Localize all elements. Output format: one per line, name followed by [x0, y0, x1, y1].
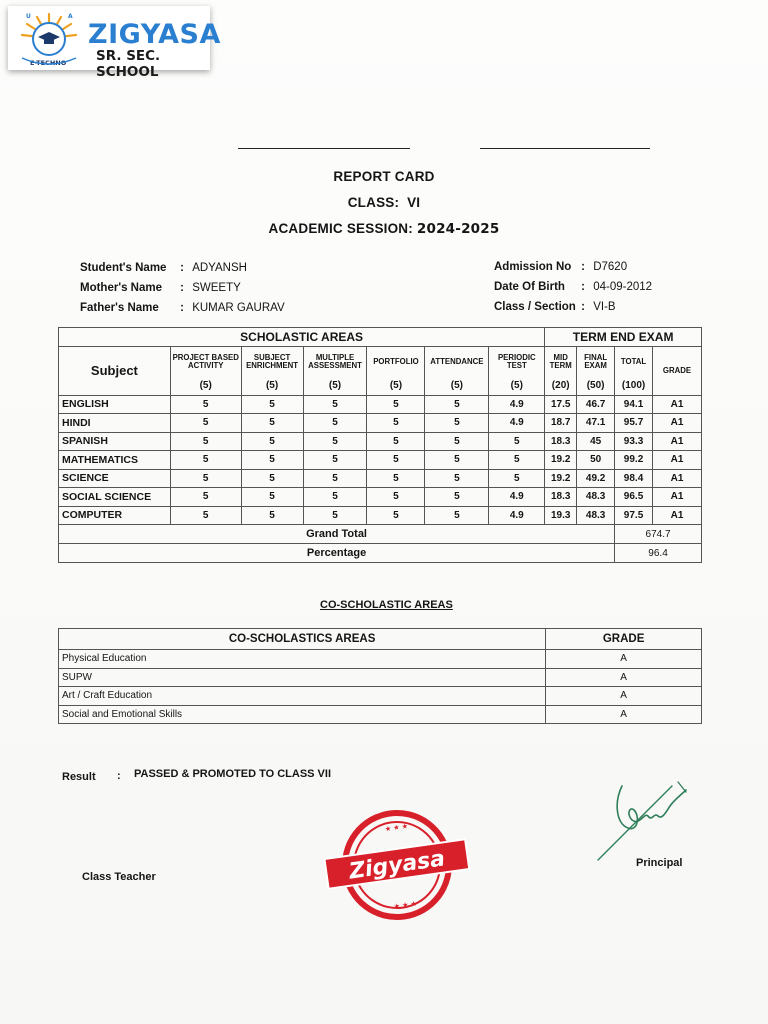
svg-text:★ ★ ★: ★ ★ ★: [393, 899, 418, 911]
score-cell: 17.5: [545, 395, 577, 414]
school-subtitle: SR. SEC. SCHOOL: [96, 48, 161, 80]
session-value: 2024-2025: [416, 221, 500, 237]
mother-name-label: Mother's Name: [80, 282, 162, 294]
score-cell: 5: [489, 432, 545, 451]
academic-session: [0, 221, 768, 237]
col-max: (50): [577, 377, 615, 395]
score-cell: 99.2: [615, 451, 653, 470]
header-rule-left: [238, 148, 410, 149]
score-cell: 93.3: [615, 432, 653, 451]
score-cell: 4.9: [489, 395, 545, 414]
school-stamp: [324, 808, 470, 922]
score-cell: 5: [303, 414, 367, 433]
report-title: REPORT CARD: [333, 169, 435, 184]
list-item: [59, 668, 702, 687]
score-cell: 5: [367, 414, 425, 433]
table-row: [59, 488, 702, 507]
result-value: PASSED & PROMOTED TO CLASS VII: [134, 768, 332, 780]
grand-total-label: Grand Total: [59, 525, 615, 544]
col-max: (5): [303, 377, 367, 395]
svg-text:E-TECHNO: E-TECHNO: [30, 59, 67, 67]
scholastic-areas-header: SCHOLASTIC AREAS: [59, 328, 545, 347]
score-cell: 18.3: [545, 432, 577, 451]
score-cell: A1: [653, 451, 702, 470]
score-cell: 5: [170, 432, 241, 451]
co-area-grade: A: [546, 687, 702, 706]
score-cell: 5: [303, 395, 367, 414]
col-header: PROJECT BASED ACTIVITY: [170, 347, 241, 378]
col-header: SUBJECT ENRICHMENT: [241, 347, 303, 378]
score-cell: 5: [425, 414, 489, 433]
class-section-value: VI-B: [593, 301, 616, 313]
subject-name: SPANISH: [59, 432, 171, 451]
score-cell: 5: [303, 506, 367, 525]
score-cell: 5: [425, 432, 489, 451]
svg-text:U: U: [26, 13, 31, 20]
school-logo: [8, 6, 221, 80]
score-cell: 5: [303, 451, 367, 470]
score-cell: 5: [303, 432, 367, 451]
list-item: [59, 687, 702, 706]
score-cell: 5: [241, 469, 303, 488]
co-area-name: SUPW: [59, 668, 546, 687]
score-cell: 5: [241, 432, 303, 451]
score-cell: 5: [170, 451, 241, 470]
score-cell: 5: [241, 506, 303, 525]
table-row: [59, 469, 702, 488]
subject-name: SOCIAL SCIENCE: [59, 488, 171, 507]
score-cell: 18.3: [545, 488, 577, 507]
table-row: [59, 432, 702, 451]
table-row: [59, 451, 702, 470]
score-cell: 18.7: [545, 414, 577, 433]
principal-signature: [594, 776, 694, 864]
score-cell: 5: [489, 451, 545, 470]
score-cell: A1: [653, 414, 702, 433]
score-cell: 5: [425, 451, 489, 470]
co-rows: [59, 650, 702, 724]
score-cell: 5: [367, 395, 425, 414]
percentage-label: Percentage: [59, 544, 615, 563]
score-cell: 19.2: [545, 469, 577, 488]
dob-row: Date Of Birth : 04-09-2012: [494, 281, 653, 293]
score-cell: 5: [303, 488, 367, 507]
co-scholastic-table: [58, 628, 702, 724]
col-header: PORTFOLIO: [367, 347, 425, 378]
score-cell: 5: [241, 414, 303, 433]
svg-text:★ ★ ★: ★ ★ ★: [384, 822, 409, 834]
score-cell: 5: [367, 469, 425, 488]
col-header: MULTIPLE ASSESSMENT: [303, 347, 367, 378]
score-cell: 5: [241, 395, 303, 414]
class-section-label: Class / Section: [494, 301, 576, 313]
student-name-label: Student's Name: [80, 262, 167, 274]
score-cell: 5: [367, 488, 425, 507]
score-cell: 19.3: [545, 506, 577, 525]
table-row: [59, 506, 702, 525]
score-cell: 5: [425, 395, 489, 414]
subject-name: COMPUTER: [59, 506, 171, 525]
score-cell: 5: [241, 488, 303, 507]
result-label: Result: [62, 771, 96, 783]
co-area-name: Art / Craft Education: [59, 687, 546, 706]
student-name-value: ADYANSH: [192, 262, 247, 274]
score-cell: 94.1: [615, 395, 653, 414]
percentage-value: 96.4: [615, 544, 702, 563]
subject-rows: [59, 395, 702, 525]
score-cell: 49.2: [577, 469, 615, 488]
score-cell: 4.9: [489, 506, 545, 525]
student-name-row: Student's Name : ADYANSH: [80, 262, 247, 274]
score-cell: 97.5: [615, 506, 653, 525]
score-cell: 50: [577, 451, 615, 470]
co-scholastic-title: CO-SCHOLASTIC AREAS: [320, 599, 453, 611]
scholastic-table: [58, 327, 702, 563]
score-cell: 5: [170, 414, 241, 433]
col-max: (5): [367, 377, 425, 395]
school-name: ZIGYASA: [88, 19, 221, 50]
score-cell: 5: [489, 469, 545, 488]
score-cell: A1: [653, 469, 702, 488]
dob-value: 04-09-2012: [593, 281, 653, 293]
score-cell: 5: [367, 506, 425, 525]
score-cell: 19.2: [545, 451, 577, 470]
col-max: (5): [425, 377, 489, 395]
subject-name: MATHEMATICS: [59, 451, 171, 470]
score-cell: 46.7: [577, 395, 615, 414]
class-teacher-label: Class Teacher: [82, 871, 156, 883]
admission-value: D7620: [593, 261, 628, 273]
subject-name: SCIENCE: [59, 469, 171, 488]
score-cell: 5: [170, 506, 241, 525]
father-name-value: KUMAR GAURAV: [192, 302, 285, 314]
score-cell: 5: [303, 469, 367, 488]
list-item: [59, 705, 702, 724]
svg-text:A: A: [68, 13, 73, 20]
dob-label: Date Of Birth: [494, 281, 565, 293]
score-cell: 5: [425, 506, 489, 525]
score-cell: A1: [653, 488, 702, 507]
score-cell: 47.1: [577, 414, 615, 433]
col-header: GRADE: [653, 347, 702, 396]
co-area-grade: A: [546, 705, 702, 724]
class-section-row: Class / Section : VI-B: [494, 301, 616, 313]
score-cell: 4.9: [489, 414, 545, 433]
col-header: PERIODIC TEST: [489, 347, 545, 378]
col-max: (20): [545, 377, 577, 395]
subject-name: ENGLISH: [59, 395, 171, 414]
col-max: (5): [170, 377, 241, 395]
subject-header: Subject: [59, 347, 171, 396]
score-cell: A1: [653, 395, 702, 414]
score-cell: 5: [170, 395, 241, 414]
term-end-exam-header: TERM END EXAM: [545, 328, 702, 347]
header-rule-right: [480, 148, 650, 149]
principal-label: Principal: [636, 857, 683, 869]
score-cell: 45: [577, 432, 615, 451]
score-cell: 5: [425, 488, 489, 507]
co-area-grade: A: [546, 668, 702, 687]
father-name-label: Father's Name: [80, 302, 159, 314]
score-cell: 98.4: [615, 469, 653, 488]
col-max: (5): [241, 377, 303, 395]
score-cell: 5: [170, 488, 241, 507]
score-cell: 5: [367, 451, 425, 470]
svg-text:Zigyasa: Zigyasa: [347, 846, 447, 885]
co-area-name: Physical Education: [59, 650, 546, 669]
admission-label: Admission No: [494, 261, 572, 273]
mother-name-value: SWEETY: [192, 282, 241, 294]
father-name-row: Father's Name : KUMAR GAURAV: [80, 302, 285, 314]
table-row: [59, 395, 702, 414]
score-cell: 5: [241, 451, 303, 470]
grand-total-value: 674.7: [615, 525, 702, 544]
score-cell: 5: [425, 469, 489, 488]
score-cell: 5: [367, 432, 425, 451]
co-area-name: Social and Emotional Skills: [59, 705, 546, 724]
score-cell: 5: [170, 469, 241, 488]
co-area-header: CO-SCHOLASTICS AREAS: [59, 629, 546, 650]
score-cell: 48.3: [577, 488, 615, 507]
result-colon: :: [117, 770, 121, 782]
score-cell: 96.5: [615, 488, 653, 507]
school-emblem-icon: [12, 8, 86, 70]
col-header: TOTAL: [615, 347, 653, 378]
col-header: MID TERM: [545, 347, 577, 378]
score-cell: 4.9: [489, 488, 545, 507]
score-cell: 48.3: [577, 506, 615, 525]
col-header: ATTENDANCE: [425, 347, 489, 378]
score-cell: 95.7: [615, 414, 653, 433]
col-header: FINAL EXAM: [577, 347, 615, 378]
table-row: [59, 414, 702, 433]
session-label: ACADEMIC SESSION:: [268, 221, 413, 236]
mother-name-row: Mother's Name : SWEETY: [80, 282, 241, 294]
class-line: CLASS: VI: [347, 195, 421, 210]
co-grade-header: GRADE: [546, 629, 702, 650]
admission-row: Admission No : D7620: [494, 261, 628, 273]
score-cell: A1: [653, 432, 702, 451]
list-item: [59, 650, 702, 669]
score-cell: A1: [653, 506, 702, 525]
col-max: (100): [615, 377, 653, 395]
subject-name: HINDI: [59, 414, 171, 433]
co-area-grade: A: [546, 650, 702, 669]
col-max: (5): [489, 377, 545, 395]
